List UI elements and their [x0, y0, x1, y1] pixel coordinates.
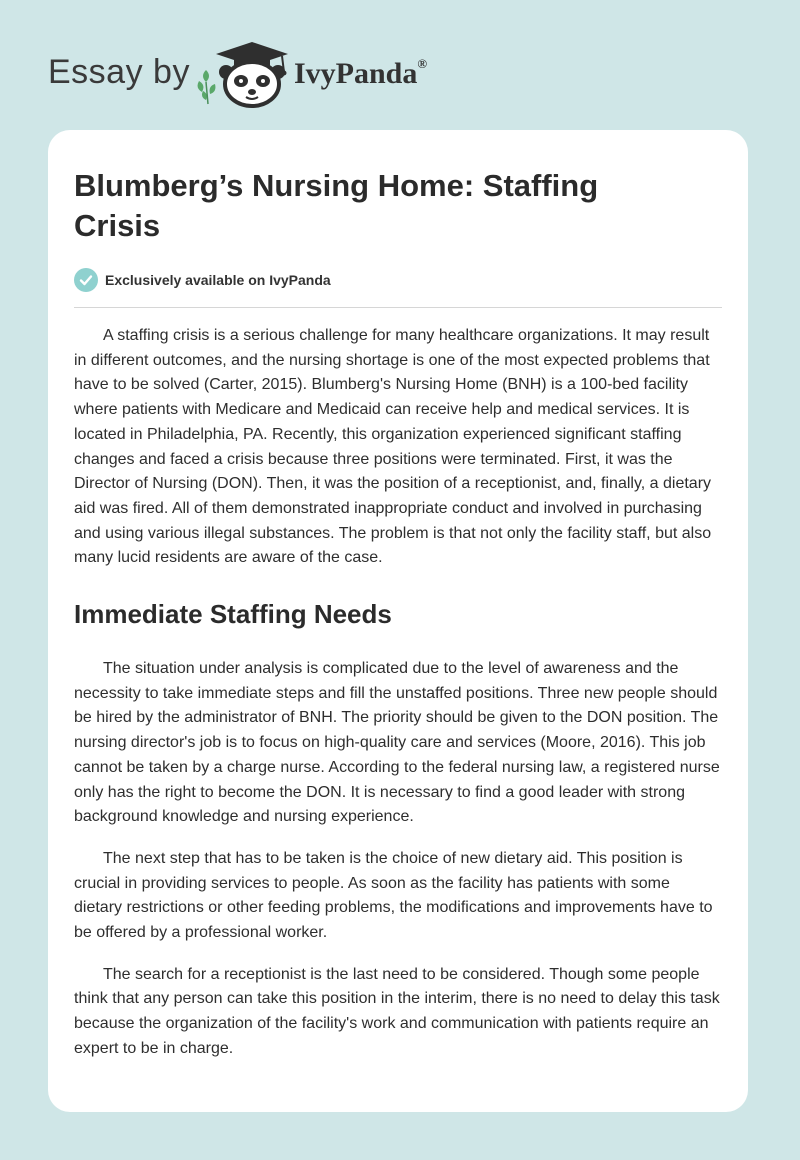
divider	[74, 307, 722, 308]
brand-logo-text[interactable]	[294, 57, 427, 91]
registered-mark: ®	[417, 56, 428, 71]
page-title: Blumberg’s Nursing Home: Staffing Crisis	[74, 168, 599, 243]
body-paragraph: The search for a receptionist is the last need to be considered. Though some people think that any person can take this position in the interim, there is no need to delay this task because the organization of the facility's work and communication with patients require an expert to be in charge.	[74, 965, 720, 1057]
section-heading: Immediate Staffing Needs	[74, 599, 392, 630]
site-header	[48, 36, 427, 108]
panda-graduate-icon[interactable]	[196, 36, 292, 108]
body-paragraph: The next step that has to be taken is the choice of new dietary aid. This position is crucial in providing services to people. As soon as the facility has patients with some dietary restrictions or other feeding problems, the modifications and improvements have to be offered by a professional worker.	[74, 849, 713, 942]
checkmark-icon	[74, 268, 98, 292]
essay-by-label: Essay by	[48, 52, 190, 91]
exclusive-badge	[74, 266, 722, 294]
body-paragraph: The situation under analysis is complicated due to the level of awareness and the necessity to take immediate steps and fill the unstaffed positions. Three new people should be hired by the administrator of BNH. The priority should be given to the DON position. The nursing director's job is to focus on high-quality care and services (Moore, 2016). This job cannot be taken by a charge nurse. According to the federal nursing law, a registered nurse only has the right to become the DON. It is necessary to find a good leader with strong background knowledge and nursing experience.	[74, 660, 720, 826]
article-card	[48, 130, 748, 1112]
brand-name: IvyPanda	[293, 57, 418, 90]
intro-paragraph: A staffing crisis is a serious challenge for many healthcare organizations. It may result in different outcomes, and the nursing shortage is one of the most expected problems that have to be solved (Carter, 2015). Blumberg's Nursing Home (BNH) is a 100-bed facility where patients with Medicare and Medicaid can receive help and medical services. It is located in Philadelphia, PA. Recently, this organization experienced significant staffing changes and faced a crisis because three positions were terminated. First, it was the Director of Nursing (DON). Then, it was the position of a receptionist, and, finally, a dietary aid was fired. All of them demonstrated inappropriate conduct and involved in purchasing and using various illegal substances. The problem is that not only the facility staff, but also many lucid residents are aware of the case.	[74, 327, 712, 567]
exclusive-label: Exclusively available on IvyPanda	[105, 272, 331, 288]
